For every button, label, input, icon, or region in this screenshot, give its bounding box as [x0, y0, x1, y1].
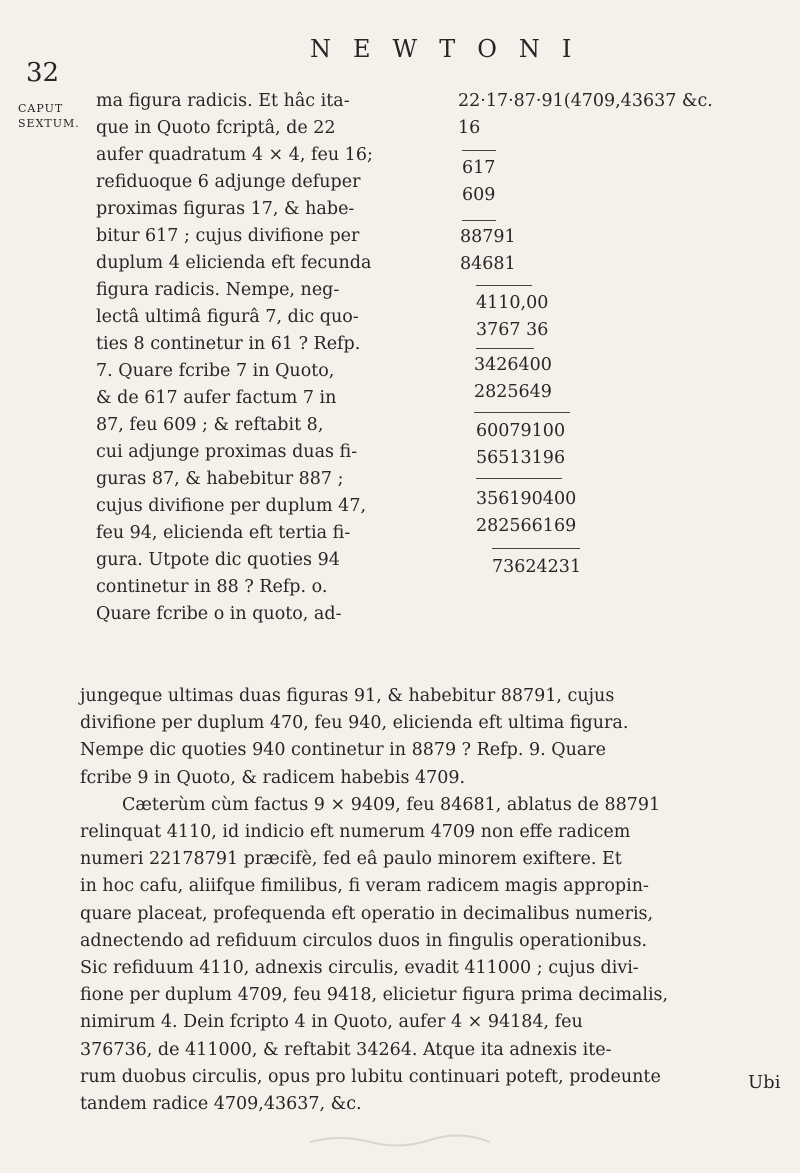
text-line: in hoc cafu, aliifque fimilibus, fi veram radicem magis appropin-	[80, 876, 649, 897]
text-line: gura. Utpote dic quoties 94	[96, 550, 340, 570]
text-line: & de 617 aufer factum 7 in	[96, 388, 337, 408]
calc-line: 2825649	[474, 382, 552, 402]
calc-line: 4110,00	[476, 293, 549, 313]
calc-line: 3767 36	[476, 320, 549, 340]
text-line: aufer quadratum 4 × 4, feu 16;	[96, 145, 373, 165]
calc-rule	[476, 478, 562, 479]
catchword: Ubi	[748, 1072, 781, 1093]
text-line: rum duobus circulis, opus pro lubitu continuari poteft, prodeunte	[80, 1066, 661, 1087]
calc-line: 88791	[460, 227, 516, 247]
calc-rule	[476, 348, 534, 349]
text-line: numeri 22178791 præcifè, fed eâ paulo minorem exiftere. Et	[80, 849, 622, 870]
text-line: bitur 617 ; cujus divifione per	[96, 226, 360, 246]
text-line: continetur in 88 ? Refp. o.	[96, 577, 328, 597]
text-line: guras 87, & habebitur 887 ;	[96, 469, 344, 489]
text-line: Sic refiduum 4110, adnexis circulis, evadit 411000 ; cujus divi-	[80, 958, 639, 979]
running-title: NEWTONI	[310, 35, 594, 63]
text-line: divifione per duplum 470, feu 940, elicienda eft ultima figura.	[80, 713, 629, 734]
calc-line: 282566169	[476, 516, 577, 536]
ink-smudge	[300, 1130, 500, 1150]
text-line: cujus divifione per duplum 47,	[96, 496, 367, 516]
margin-note	[18, 101, 80, 131]
calc-line: 356190400	[476, 489, 577, 509]
text-line: 376736, de 411000, & reftabit 34264. Atque ita adnexis ite-	[80, 1039, 612, 1060]
text-line: figura radicis. Nempe, neg-	[96, 280, 340, 300]
text-line: ma figura radicis. Et hâc ita-	[96, 91, 350, 111]
calc-line: 609	[462, 185, 496, 205]
margin-note-sextum: SEXTUM.	[18, 117, 80, 130]
calc-rule	[476, 285, 532, 286]
text-line: Quare fcribe o in quoto, ad-	[96, 604, 342, 624]
margin-note-caput: CAPUT	[18, 102, 64, 115]
text-line: adnectendo ad refiduum circulos duos in fingulis operationibus.	[80, 930, 648, 951]
main-text	[80, 683, 785, 1118]
left-column-text	[96, 88, 456, 628]
text-line: que in Quoto fcriptâ, de 22	[96, 118, 336, 138]
calc-line: 16	[458, 118, 481, 138]
calc-line: 60079100	[476, 421, 566, 441]
text-line: lectâ ultimâ figurâ 7, dic quo-	[96, 307, 359, 327]
calc-line: 617	[462, 158, 496, 178]
text-line: duplum 4 elicienda eft fecunda	[96, 253, 372, 273]
calc-rule	[474, 412, 570, 413]
text-line: proximas figuras 17, & habe-	[96, 199, 355, 219]
calc-line: 3426400	[474, 355, 552, 375]
text-line: quare placeat, profequenda eft operatio in decimalibus numeris,	[80, 903, 654, 924]
calc-rule	[462, 220, 496, 221]
calc-line: 22·17·87·91(4709,43637 &c.	[458, 91, 713, 111]
text-line: fcribe 9 in Quoto, & radicem habebis 4709.	[80, 767, 466, 788]
text-line: ties 8 continetur in 61 ? Refp.	[96, 334, 361, 354]
text-line: tandem radice 4709,43637, &c.	[80, 1094, 362, 1115]
text-line: 7. Quare fcribe 7 in Quoto,	[96, 361, 335, 381]
text-line: Cæterùm cùm factus 9 × 9409, feu 84681, ablatus de 88791	[122, 794, 661, 815]
calc-rule	[492, 548, 580, 549]
text-line: relinquat 4110, id indicio eft numerum 4709 non effe radicem	[80, 822, 631, 843]
calc-line: 84681	[460, 254, 516, 274]
page-number: 32	[26, 58, 60, 88]
text-line: Nempe dic quoties 940 continetur in 8879 ? Refp. 9. Quare	[80, 740, 606, 761]
text-line: feu 94, elicienda eft tertia fi-	[96, 523, 351, 543]
calc-line: 73624231	[492, 557, 582, 577]
text-line: 87, feu 609 ; & reftabit 8,	[96, 415, 324, 435]
text-line: refiduoque 6 adjunge defuper	[96, 172, 361, 192]
text-line: fione per duplum 4709, feu 9418, elicietur figura prima decimalis,	[80, 985, 669, 1006]
text-line: cui adjunge proximas duas fi-	[96, 442, 358, 462]
text-line: jungeque ultimas duas figuras 91, & habebitur 88791, cujus	[80, 686, 615, 706]
text-line: nimirum 4. Dein fcripto 4 in Quoto, aufer 4 × 94184, feu	[80, 1012, 583, 1033]
calc-line: 56513196	[476, 448, 566, 468]
calc-rule	[462, 150, 496, 151]
